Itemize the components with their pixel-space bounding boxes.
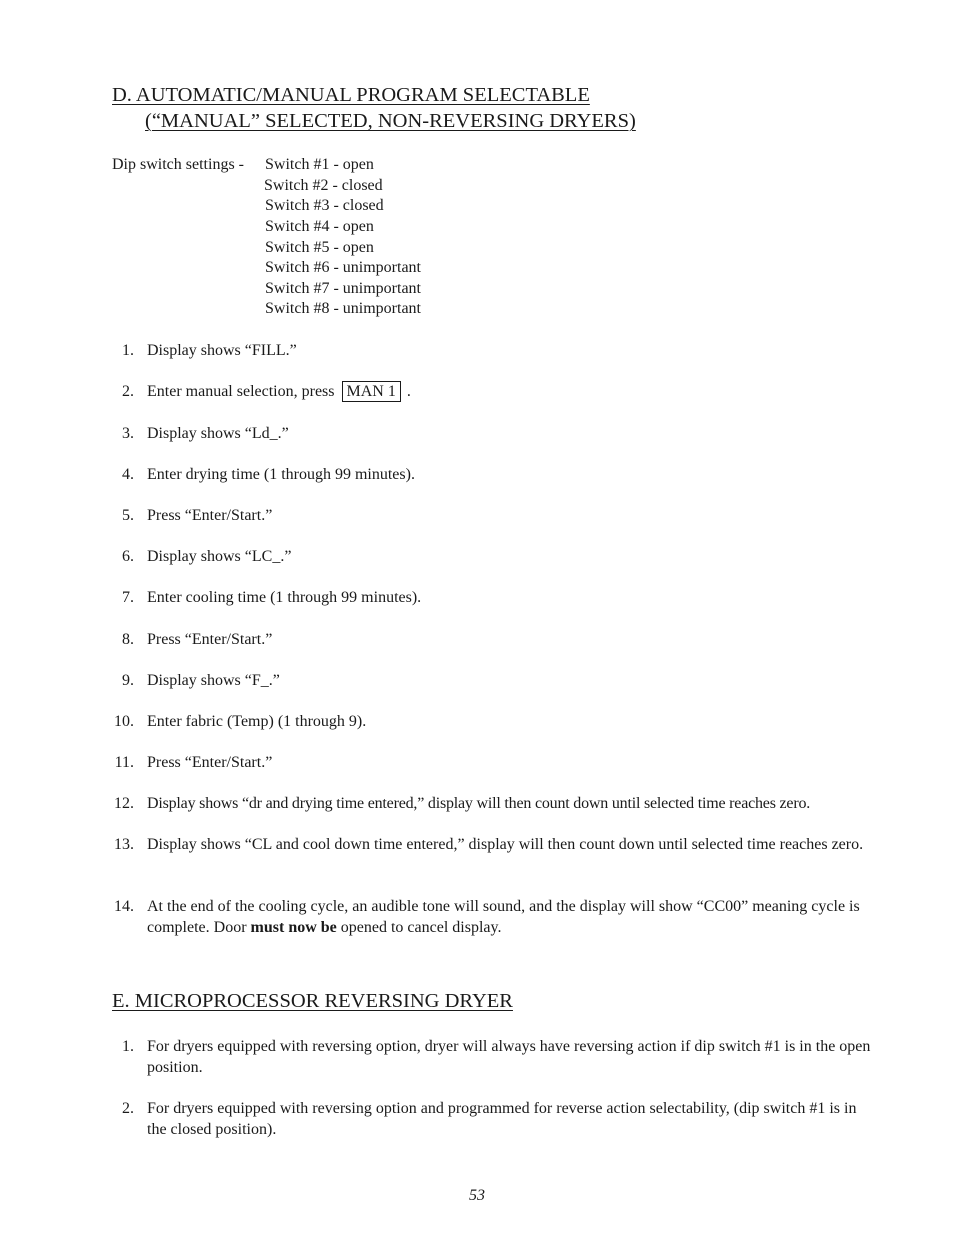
dip-switch-4: Switch #4 - open [265,218,374,235]
step-number: 6. [122,548,134,565]
step-e-1 [112,1036,872,1078]
step-text: Enter drying time (1 through 99 minutes). [147,466,415,483]
step-d-5 [112,505,872,526]
step-e-2 [112,1098,872,1140]
step-number: 9. [122,672,134,689]
step-text: Display shows “LC_.” [147,548,292,565]
dip-switch-6: Switch #6 - unimportant [265,259,421,276]
step-number: 13. [114,836,134,853]
step-text: Enter cooling time (1 through 99 minutes). [147,589,422,606]
step-text: Press “Enter/Start.” [147,631,273,648]
step-number: 12. [114,795,134,812]
step-d-6 [112,546,872,567]
dip-switch-label: Dip switch settings - [112,156,244,173]
section-d-heading-line1: D. AUTOMATIC/MANUAL PROGRAM SELECTABLE [112,84,590,106]
step-text-bold: must now be [250,919,337,936]
step-number: 5. [122,507,134,524]
step-text: Press “Enter/Start.” [147,754,273,771]
step-d-10 [112,711,872,732]
step-text: For dryers equipped with reversing option and programmed for reverse action selectability, (dip switch #1 is in the closed position). [147,1100,857,1138]
step-d-7 [112,587,872,608]
dip-switch-3: Switch #3 - closed [265,197,384,214]
step-number: 11. [114,754,134,771]
step-number: 7. [122,589,134,606]
man1-key-box: MAN 1 [342,381,401,402]
dip-switch-1: Switch #1 - open [265,156,374,173]
step-number: 10. [114,713,134,730]
step-number: 1. [122,342,134,359]
step-text: Display shows “FILL.” [147,342,297,359]
step-text [147,381,872,402]
step-d-9 [112,670,872,691]
step-d-8 [112,629,872,650]
dip-switch-5: Switch #5 - open [265,239,374,256]
step-number: 3. [122,425,134,442]
step-text-before: At the end of the cooling cycle, an audible tone will sound, and the display will show “CC00” meaning cycle is complete. Door [147,898,860,936]
step-text: Press “Enter/Start.” [147,507,273,524]
step-d-11 [112,752,872,773]
step-text: Enter fabric (Temp) (1 through 9). [147,713,367,730]
step-d-13 [112,834,872,855]
step-d-12 [112,793,872,814]
step-number: 1. [122,1038,134,1055]
step-text: Display shows “F_.” [147,672,280,689]
step-number: 2. [122,1100,134,1117]
page-number: 53 [469,1187,485,1204]
step-text-after: opened to cancel display. [336,919,502,936]
step-text: Display shows “dr and drying time entered,” display will then count down until selected time reaches zero. [147,795,811,812]
step-d-14 [112,896,872,938]
step-text-before: Enter manual selection, press [147,383,335,400]
step-d-1 [112,340,872,361]
section-e-heading: E. MICROPROCESSOR REVERSING DRYER [112,990,513,1012]
dip-switch-2: Switch #2 - closed [264,177,383,194]
step-number: 8. [122,631,134,648]
dip-switch-8: Switch #8 - unimportant [265,300,421,317]
step-text: Display shows “CL and cool down time entered,” display will then count down until selected time reaches zero. [147,836,864,853]
step-d-3 [112,423,872,444]
section-d-heading-line2: (“MANUAL” SELECTED, NON-REVERSING DRYERS) [145,110,636,132]
step-text-after: . [406,383,411,400]
step-number: 4. [122,466,134,483]
step-text: Display shows “Ld_.” [147,425,289,442]
step-d-4 [112,464,872,485]
step-number: 2. [122,383,134,400]
dip-switch-7: Switch #7 - unimportant [265,280,421,297]
step-d-2 [112,381,872,402]
step-number: 14. [114,898,134,915]
step-text [147,896,872,938]
step-text: For dryers equipped with reversing option, dryer will always have reversing action if dip switch #1 is in the open position. [147,1038,871,1076]
